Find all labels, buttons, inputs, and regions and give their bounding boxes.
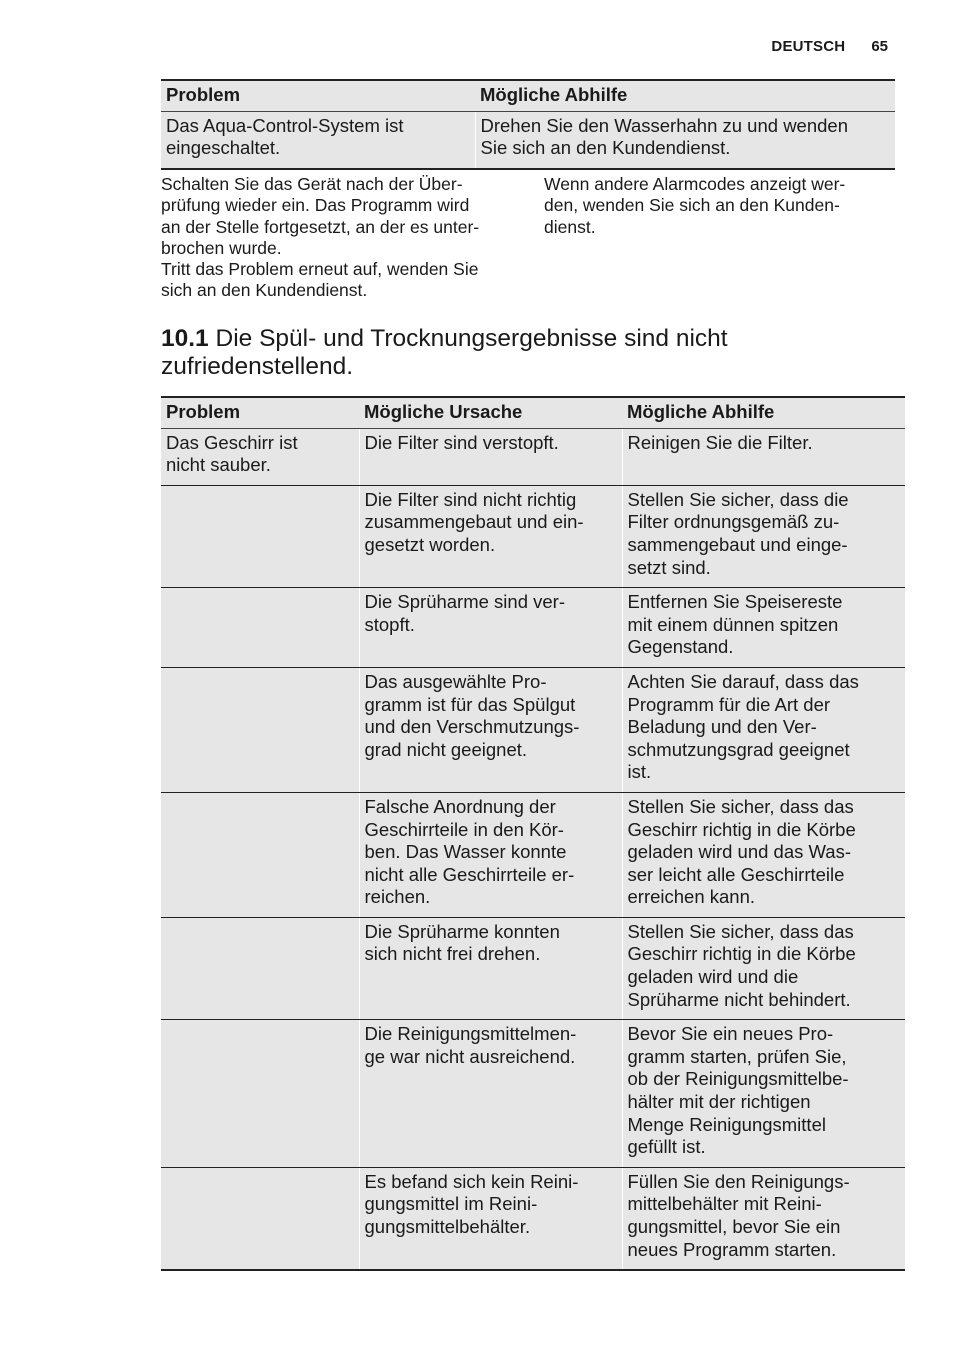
cell-problem — [161, 917, 359, 1019]
cell-cause: Es befand sich kein Reini- gungsmittel im Reini- gungsmittelbehälter. — [359, 1167, 622, 1270]
cell-cause: Die Filter sind verstopft. — [359, 428, 622, 485]
column-header-cause: Mögliche Ursache — [359, 397, 622, 428]
column-header-remedy: Mögliche Abhilfe — [475, 80, 895, 111]
cell-cause: Die Filter sind nicht richtig zusammengebaut und ein- gesetzt worden. — [359, 485, 622, 587]
cell-remedy: Stellen Sie sicher, dass die Filter ordnungsgemäß zu- sammengebaut und einge- setzt sind. — [622, 485, 905, 587]
cell-cause: Das ausgewählte Pro- gramm ist für das Spülgut und den Verschmutzungs- grad nicht geeignet. — [359, 667, 622, 792]
cell-remedy: Reinigen Sie die Filter. — [622, 428, 905, 485]
cell-remedy: Stellen Sie sicher, dass das Geschirr richtig in die Körbe geladen wird und die Sprüharme nicht behindert. — [622, 917, 905, 1019]
column-header-remedy: Mögliche Abhilfe — [622, 397, 905, 428]
troubleshooting-table — [161, 396, 905, 1271]
cell-cause: Falsche Anordnung der Geschirrteile in den Kör- ben. Das Wasser konnte nicht alle Geschirrteile er- reichen. — [359, 792, 622, 917]
table-row — [161, 485, 905, 587]
table-row — [161, 792, 905, 917]
cell-problem — [161, 485, 359, 587]
table-header-row — [161, 397, 905, 428]
cell-remedy: Stellen Sie sicher, dass das Geschirr richtig in die Körbe geladen wird und das Was- ser leicht alle Geschirrteile erreichen kann. — [622, 792, 905, 917]
cell-remedy: Füllen Sie den Reinigungs- mittelbehälter mit Reini- gungsmittel, bevor Sie ein neues Programm starten. — [622, 1167, 905, 1270]
note-right: Wenn andere Alarmcodes anzeigt wer- den, wenden Sie sich an den Kunden- dienst. — [544, 174, 846, 237]
cell-problem: Das Geschirr ist nicht sauber. — [161, 428, 359, 485]
note-left: Schalten Sie das Gerät nach der Über- prüfung wieder ein. Das Programm wird an der Stelle fortgesetzt, an der es unter- brochen wurde. Tritt das Problem erneut auf, wenden Sie sich an den Kundendienst. — [161, 174, 480, 301]
language-label: DEUTSCH — [771, 38, 846, 55]
cell-remedy: Achten Sie darauf, dass das Programm für die Art der Beladung und den Ver- schmutzungsgrad geeignet ist. — [622, 667, 905, 792]
table-row — [161, 1020, 905, 1168]
page-header — [771, 38, 888, 55]
cell-problem — [161, 1167, 359, 1270]
cell-problem — [161, 667, 359, 792]
cell-cause: Die Sprüharme sind ver- stopft. — [359, 588, 622, 668]
section-heading — [161, 325, 861, 380]
table-row — [161, 667, 905, 792]
column-header-problem: Problem — [161, 397, 359, 428]
table-row — [161, 1167, 905, 1270]
table-header-row — [161, 80, 895, 111]
column-header-problem: Problem — [161, 80, 475, 111]
notes-block — [161, 174, 895, 302]
table-row — [161, 917, 905, 1019]
alarm-table — [161, 79, 895, 170]
cell-remedy: Entfernen Sie Speisereste mit einem dünnen spitzen Gegenstand. — [622, 588, 905, 668]
section-title-text: Die Spül- und Trocknungsergebnisse sind nicht zufriedenstellend. — [161, 325, 728, 380]
cell-problem — [161, 792, 359, 917]
page-number: 65 — [871, 38, 888, 55]
cell-cause: Die Reinigungsmittelmen- ge war nicht ausreichend. — [359, 1020, 622, 1168]
table-row — [161, 588, 905, 668]
cell-problem — [161, 1020, 359, 1168]
table-row — [161, 111, 895, 169]
cell-remedy: Bevor Sie ein neues Pro- gramm starten, prüfen Sie, ob der Reinigungsmittelbe- hälter mit der richtigen Menge Reinigungsmittel gefüllt ist. — [622, 1020, 905, 1168]
cell-problem — [161, 588, 359, 668]
table-row — [161, 428, 905, 485]
cell-problem: Das Aqua-Control-System ist eingeschaltet. — [161, 111, 475, 169]
section-number: 10.1 — [161, 325, 209, 352]
cell-remedy: Drehen Sie den Wasserhahn zu und wenden Sie sich an den Kundendienst. — [475, 111, 895, 169]
cell-cause: Die Sprüharme konnten sich nicht frei drehen. — [359, 917, 622, 1019]
